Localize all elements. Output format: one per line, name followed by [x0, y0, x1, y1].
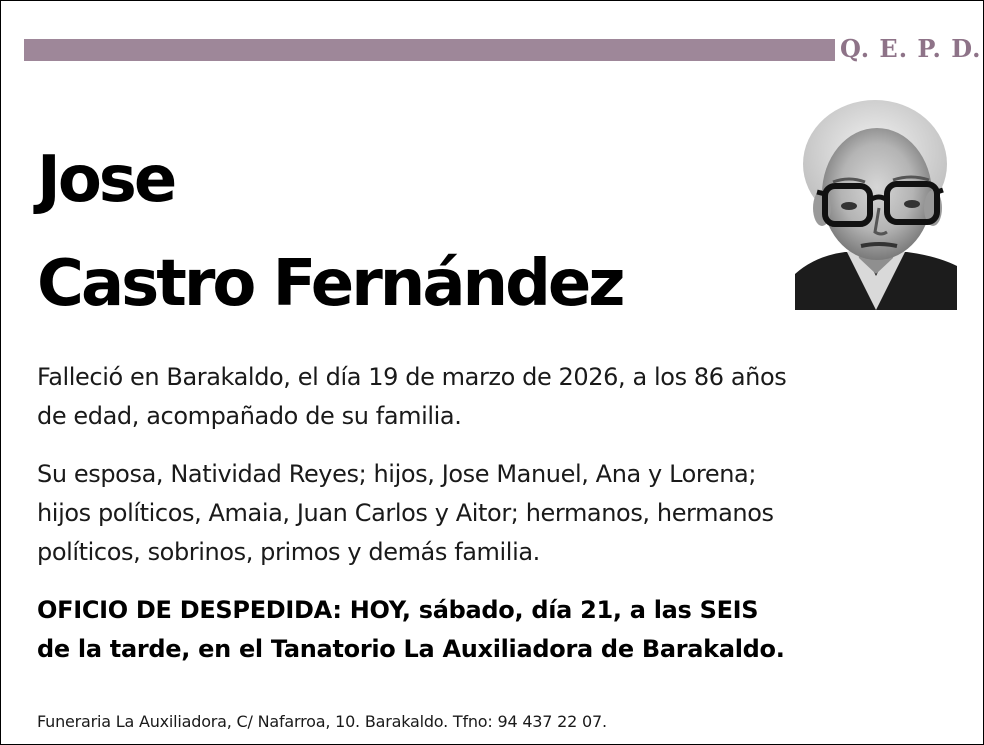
surnames: Castro Fernández [37, 247, 623, 321]
paragraph-line: hijos políticos, Amaia, Juan Carlos y Aitor; hermanos, hermanos [37, 499, 774, 527]
paragraph-line: políticos, sobrinos, primos y demás familia. [37, 538, 540, 566]
service-paragraph [37, 591, 785, 669]
paragraph-line: de la tarde, en el Tanatorio La Auxiliadora de Barakaldo. [37, 635, 785, 663]
paragraph-line: Falleció en Barakaldo, el día 19 de marzo de 2026, a los 86 años [37, 363, 787, 391]
family-paragraph [37, 455, 774, 572]
paragraph-line: OFICIO DE DESPEDIDA: HOY, sábado, día 21, a las SEIS [37, 596, 759, 624]
header-bar [24, 39, 835, 61]
death-notice-paragraph [37, 358, 786, 436]
paragraph-line: de edad, acompañado de su familia. [37, 402, 462, 430]
deceased-name [37, 128, 623, 336]
portrait-icon [795, 96, 957, 310]
first-name: Jose [37, 143, 175, 217]
qepd-badge: Q. E. P. D. [840, 34, 982, 63]
portrait-photo [795, 96, 957, 310]
funeral-home-footer: Funeraria La Auxiliadora, C/ Nafarroa, 10. Barakaldo. Tfno: 94 437 22 07. [37, 712, 607, 731]
paragraph-line: Su esposa, Natividad Reyes; hijos, Jose Manuel, Ana y Lorena; [37, 460, 757, 488]
